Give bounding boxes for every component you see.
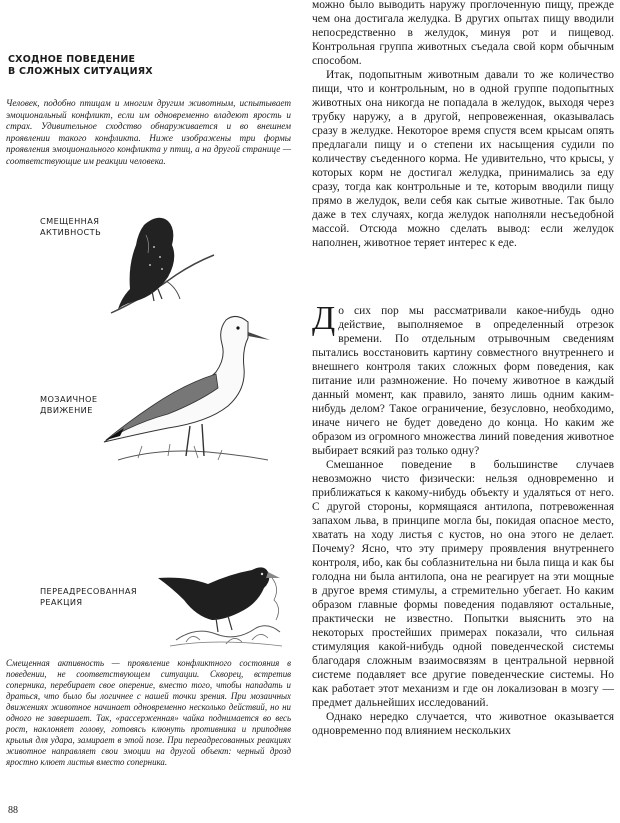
blackbird-illustration bbox=[156, 548, 286, 652]
paragraph-5: Однако нередко случается, что животное оказывается одновременно под влиянием нескольких bbox=[312, 711, 614, 737]
section-heading bbox=[8, 54, 288, 78]
intro-paragraph: Человек, подобно птицам и многим другим животным, испытывает эмоциональный конфликт, если им одновременно владеют ярость и страх. Удивительное сходство обнаруживается и во внешнем проявлении такого конфликта. Ниже изображены три формы проявления эмоционального конфликта у птиц, а на другой странице — соответствующие им реакции человека. bbox=[6, 98, 291, 166]
label-redirected: ПЕРЕАДРЕСОВАННАЯ РЕАКЦИЯ bbox=[40, 586, 137, 607]
text-block-2 bbox=[312, 300, 614, 738]
starling-illustration bbox=[106, 205, 216, 315]
paragraph-4: Смешанное поведение в большинстве случаев невозможно чисто физически: нельзя одновременно и приближаться к какому-нибудь объекту и удаляться от него. С другой стороны, кормящаяся антилопа, потревоженная запахом льва, в принципе могла бы, покидая опасное место, хватать на ходу листья с кустов, но она этого не делает. Почему? Ясно, что эту примеру проявления внутреннего контроля, ибо, как бы соблазнительна ни была пища и как бы голодна ни была антилопа, она не реагирует на эти мощные в другое время стимулы, а стремительно убегает. Но каким образом главные формы поведения подавляют остальные, практически не известно. Попытки выяснить это на некоторых простейших примерах показали, что сильная стимуляция какой-нибудь одной поведенческой системы благодаря сложным взаимосвязям в центральной нервной системе подавляет все другие поведенческие системы. Но как работает этот механизм и где он локализован в мозгу — предмет дальнейших исследований. bbox=[312, 459, 614, 709]
gull-illustration bbox=[98, 310, 276, 470]
heading-line-2: В СЛОЖНЫХ СИТУАЦИЯХ bbox=[8, 66, 153, 77]
figure-caption: Смещенная активность — проявление конфликтного состояния в поведении, не соответствующем ситуации. Скворец, встретив соперника, перебирает свое оперение, вместо того, чтобы нападать и драться, что было бы логичнее с нашей точки зрения. При мозаичных движениях животное начинает одновременно несколько действий, но ни одного не завершает. Так, «рассерженная» чайка поднимается во весь рост, наклоняет голову, готовясь клюнуть противника и приподняв крылья для удара, замирает в этой позе. При переадресованных реакциях животное направляет свои эмоции на другой объект: черный дрозд яростно клюет листья вместо соперника. bbox=[6, 658, 291, 767]
right-column bbox=[312, 0, 614, 823]
paragraph-2: Итак, подопытным животным давали то же количество пищи, что и контрольным, но в одной группе подопытных животных она никогда не попадала в желудок, выходя через трубку наружу, а в другой, непровеженная, оказывалась сразу в желудке. Некоторое время спустя всем крысам опять предлагали пищу и о степени их насыщения судили по количеству съеденного корма. Не удивительно, что крысы, у которых корм не достигал желудка, принимались за еду сразу, тогда как контрольные и те, которым вводили пищу прямо в желудок, вели себя как сытые животные. Так было даже в тех случаях, когда желудок наполняли несъедобной массой. Отсюда можно сделать вывод: если желудок наполнен, животное теряет интерес к еде. bbox=[312, 69, 614, 249]
heading-line-1: СХОДНОЕ ПОВЕДЕНИЕ bbox=[8, 54, 136, 65]
paragraph-1: можно было выводить наружу проглоченную пищу, прежде чем она достигала желудка. В других опытах пищу вводили непосредственно в желудок, минуя рот и пищевод. Контрольная группа животных съедала свой корм обычным способом. bbox=[312, 0, 614, 67]
page-number: 88 bbox=[8, 805, 18, 816]
left-column bbox=[6, 0, 296, 823]
text-block-1 bbox=[312, 0, 614, 250]
label-mosaic: МОЗАИЧНОЕ ДВИЖЕНИЕ bbox=[40, 394, 98, 415]
drop-cap: Д bbox=[312, 300, 336, 337]
paragraph-3: До сих пор мы рассматривали какое-нибудь одно действие, выполняемое в определенный отрезок времени. По отдельным отрывочным сведениям пытались восстановить картину совместного внутреннего и внешнего контроля таких сложных форм поведения, как питание или размножение. Но почему животное в каждый данный момент, как правило, занято лишь одним каким-нибудь делом? Такое ограничение, безусловно, необходимо, иначе ничего не будет доведено до конца. Но каким же образом из огромного множества линий поведения животное выбирает всякий раз только одну? bbox=[312, 300, 614, 457]
label-displacement: СМЕЩЕННАЯ АКТИВНОСТЬ bbox=[40, 216, 102, 237]
